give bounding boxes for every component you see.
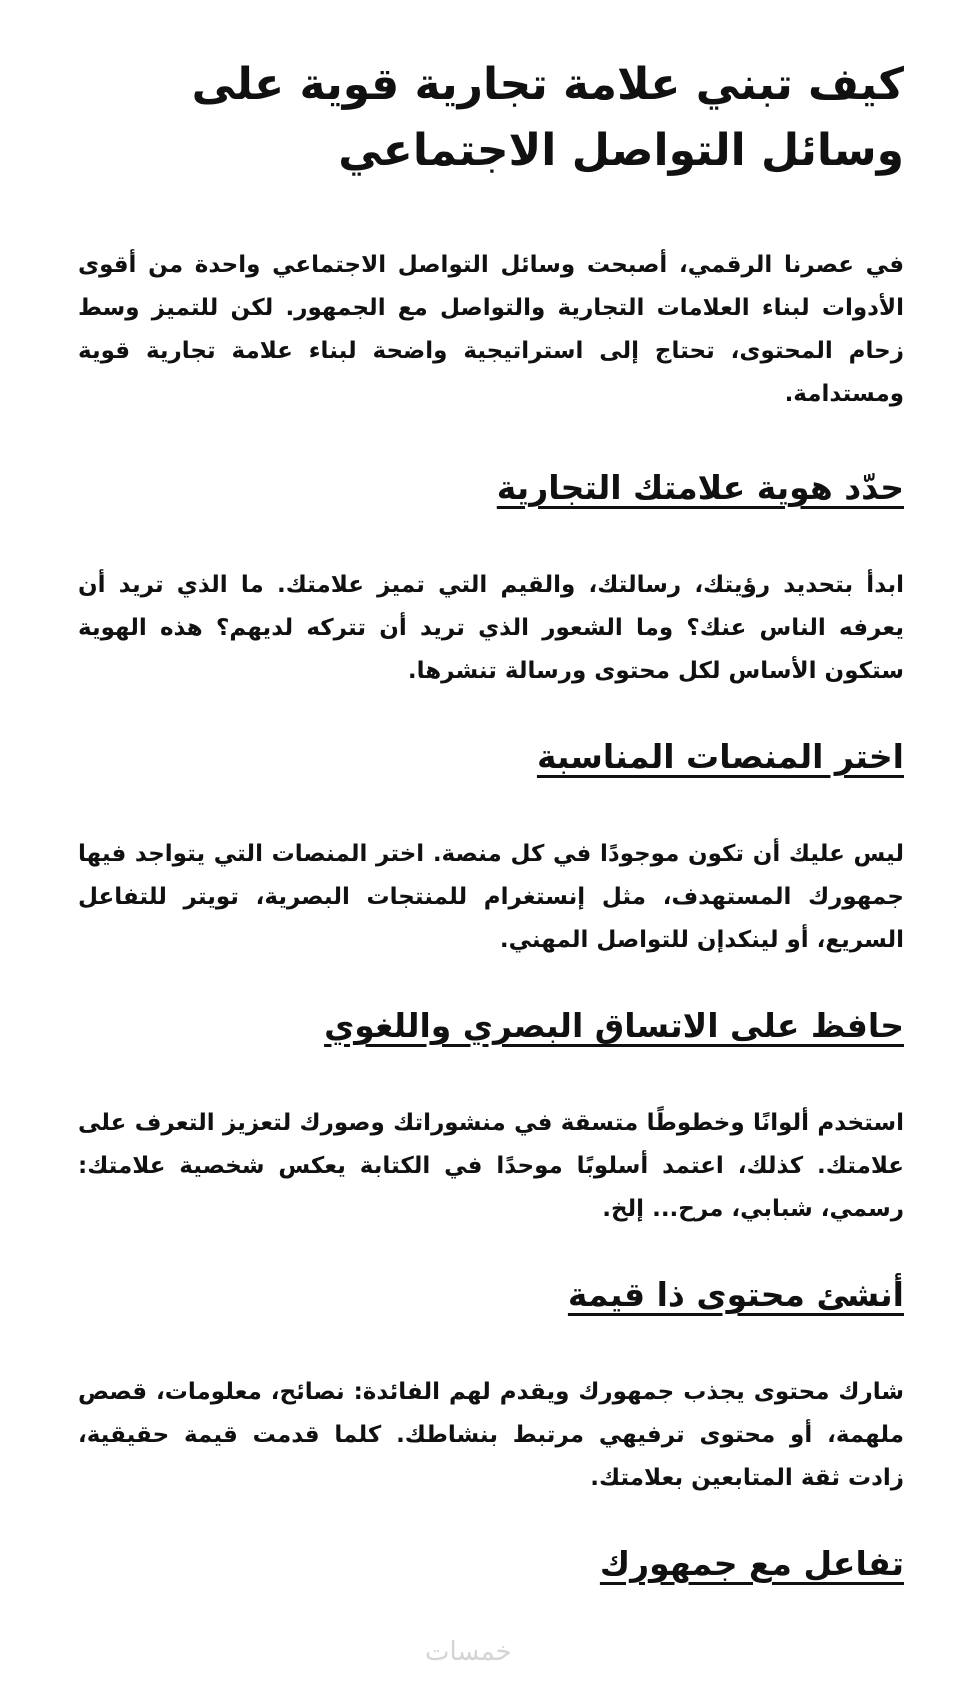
section-choose-platforms	[78, 733, 904, 962]
section-body: ليس عليك أن تكون موجودًا في كل منصة. اختر المنصات التي يتواجد فيها جمهورك المستهدف، مثل إنستغرام للمنتجات البصرية، تويتر للتفاعل السريع، أو لينكدإن للتواصل المهني.	[78, 841, 904, 953]
article-title: كيف تبني علامة تجارية قوية على وسائل التواصل الاجتماعي	[191, 59, 904, 176]
section-body: شارك محتوى يجذب جمهورك ويقدم لهم الفائدة: نصائح، معلومات، قصص ملهمة، أو محتوى ترفيهي مرتبط بنشاطك. كلما قدمت قيمة حقيقية، زادت ثقة المتابعين بعلامتك.	[78, 1379, 904, 1491]
section-engage-audience	[78, 1540, 904, 1588]
section-brand-identity	[78, 464, 904, 693]
section-heading: حافظ على الاتساق البصري واللغوي	[324, 1006, 904, 1045]
section-heading: اختر المنصات المناسبة	[536, 737, 904, 776]
section-heading: حدّد هوية علامتك التجارية	[496, 468, 904, 507]
section-valuable-content	[78, 1271, 904, 1500]
section-body: استخدم ألوانًا وخطوطًا متسقة في منشوراتك وصورك لتعزيز التعرف على علامتك. كذلك، اعتمد أسلوبًا موحدًا في الكتابة يعكس شخصية علامتك: رسمي، شبابي، مرح... إلخ.	[78, 1110, 904, 1222]
section-heading: أنشئ محتوى ذا قيمة	[567, 1275, 904, 1314]
section-body: ابدأ بتحديد رؤيتك، رسالتك، والقيم التي تميز علامتك. ما الذي تريد أن يعرفه الناس عنك؟ وما الشعور الذي تريد أن تتركه لديهم؟ هذه الهوية ستكون الأساس لكل محتوى ورسالة تنشرها.	[78, 572, 904, 684]
article	[78, 52, 904, 1640]
section-heading: تفاعل مع جمهورك	[599, 1544, 904, 1583]
watermark-logo: خمسات	[425, 1637, 512, 1667]
intro-paragraph: في عصرنا الرقمي، أصبحت وسائل التواصل الاجتماعي واحدة من أقوى الأدوات لبناء العلامات التجارية والتواصل مع الجمهور. لكن للتميز وسط زحام المحتوى، تحتاج إلى استراتيجية واضحة لبناء علامة تجارية قوية ومستدامة.	[78, 252, 904, 407]
section-consistency	[78, 1002, 904, 1231]
